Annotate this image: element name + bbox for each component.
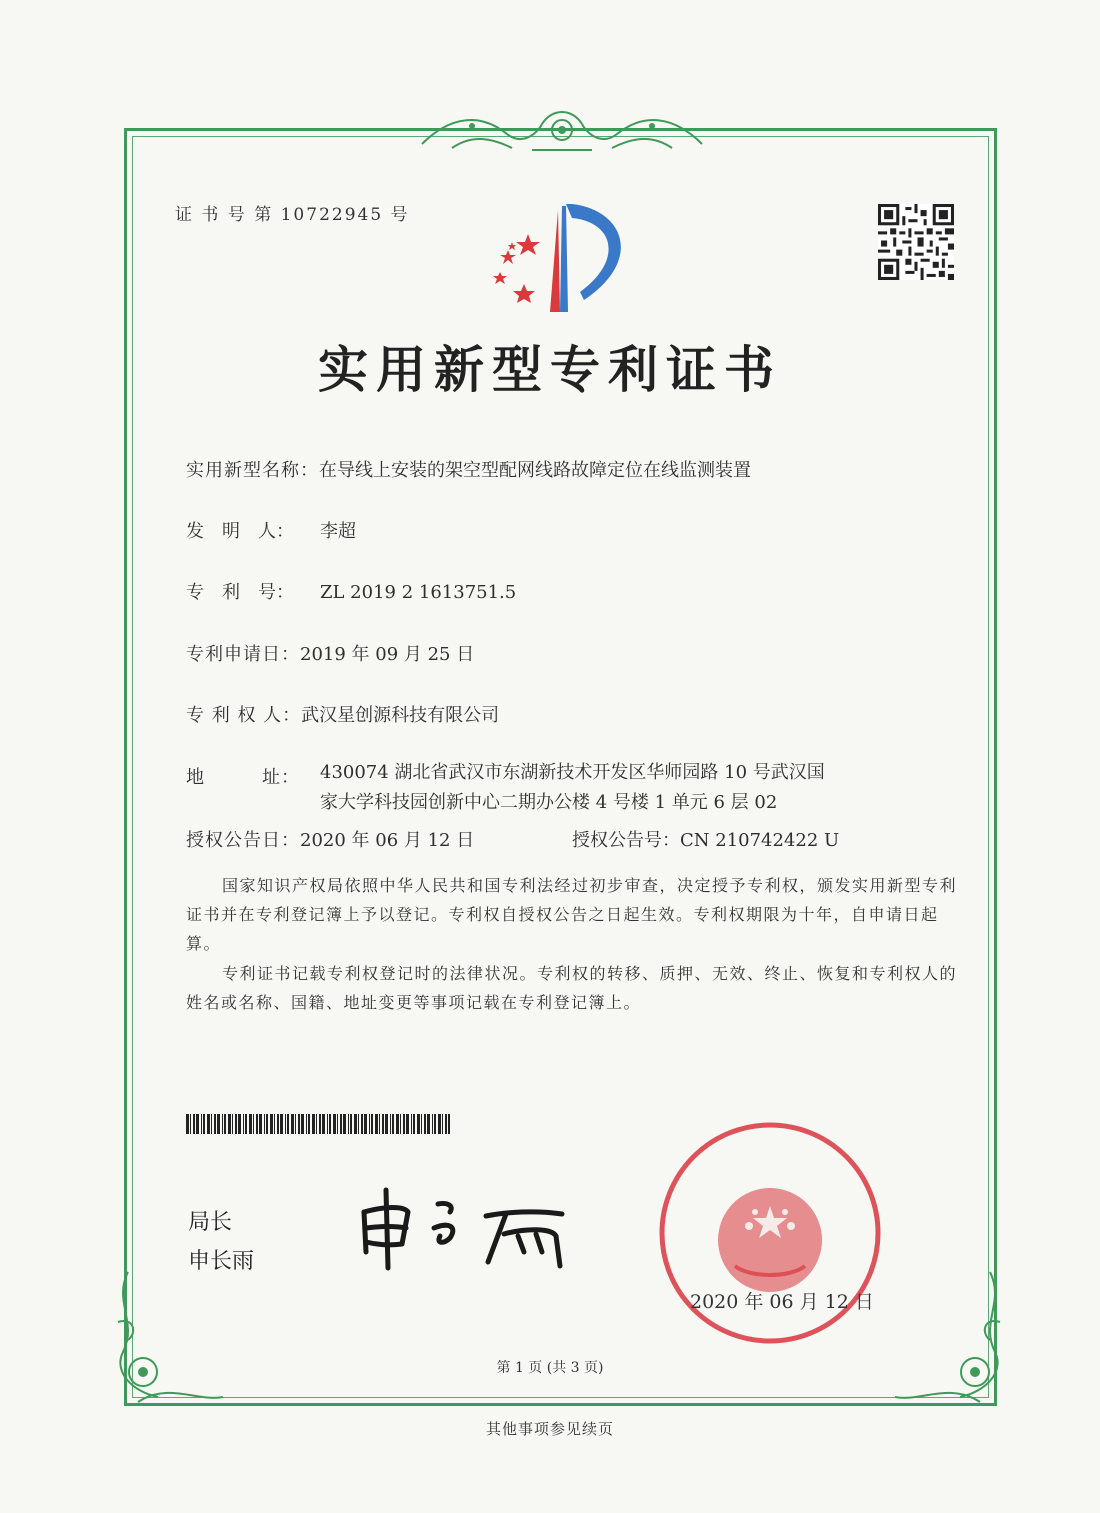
patentee-value: 武汉星创源科技有限公司 — [301, 705, 500, 726]
grant-number-label: 授权公告号： — [572, 830, 680, 851]
inventor-row — [186, 517, 356, 543]
patent-number-value: ZL 2019 2 1613751.5 — [320, 582, 517, 603]
patent-number-row — [186, 578, 516, 604]
director-name: 申长雨 — [188, 1249, 255, 1274]
application-date-row — [186, 640, 474, 666]
application-date-value: 2019 年 09 月 25 日 — [300, 644, 475, 665]
bottom-left-ornament — [108, 1262, 228, 1412]
patentee-label: 专 利 权 人： — [186, 705, 302, 726]
qr-code-icon — [878, 204, 954, 280]
application-date-label: 专利申请日： — [186, 644, 300, 665]
grant-date-label: 授权公告日： — [186, 830, 300, 851]
inventor-label: 发 明 人： — [186, 521, 294, 542]
certificate-title: 实用新型专利证书 — [318, 340, 782, 399]
director-signature-icon — [356, 1182, 576, 1272]
patent-office-logo-icon — [484, 200, 640, 320]
utility-model-name-row — [186, 456, 751, 482]
address-row — [186, 763, 840, 818]
barcode-icon — [186, 1114, 450, 1134]
address-label: 地 址： — [186, 767, 300, 788]
continued-note: 其他事项参见续页 — [485, 1420, 614, 1438]
body-paragraph-1: 国家知识产权局依照中华人民共和国专利法经过初步审查，决定授予专利权，颁发实用新型专利证书并在专利登记簿上予以登记。专利权自授权公告之日起生效。专利权期限为十年，自申请日起算。 — [186, 876, 958, 953]
grant-date-value: 2020 年 06 月 12 日 — [300, 830, 475, 851]
director-title: 局长 — [188, 1210, 233, 1235]
certificate-number: 证 书 号 第 10722945 号 — [175, 205, 410, 225]
page-number: 第 1 页 (共 3 页) — [496, 1360, 604, 1376]
top-ornament — [412, 104, 712, 160]
grant-date-row — [186, 826, 474, 852]
patentee-row — [186, 701, 499, 727]
utility-model-name-value: 在导线上安装的架空型配网线路故障定位在线监测装置 — [319, 460, 751, 481]
address-value: 430074 湖北省武汉市东湖新技术开发区华师园路 10 号武汉国家大学科技园创新中心二期办公楼 4 号楼 1 单元 6 层 02 — [320, 762, 825, 813]
patent-number-label: 专 利 号： — [186, 582, 294, 603]
utility-model-name-label: 实用新型名称： — [186, 460, 319, 481]
seal-date: 2020 年 06 月 12 日 — [690, 1291, 874, 1313]
body-paragraph-2: 专利证书记载专利权登记时的法律状况。专利权的转移、质押、无效、终止、恢复和专利权人的姓名或名称、国籍、地址变更等事项记载在专利登记簿上。 — [186, 964, 958, 1012]
grant-number-value: CN 210742422 U — [680, 830, 840, 851]
bottom-right-ornament — [890, 1262, 1010, 1412]
inventor-value: 李超 — [320, 521, 356, 542]
grant-number-row — [572, 826, 839, 852]
